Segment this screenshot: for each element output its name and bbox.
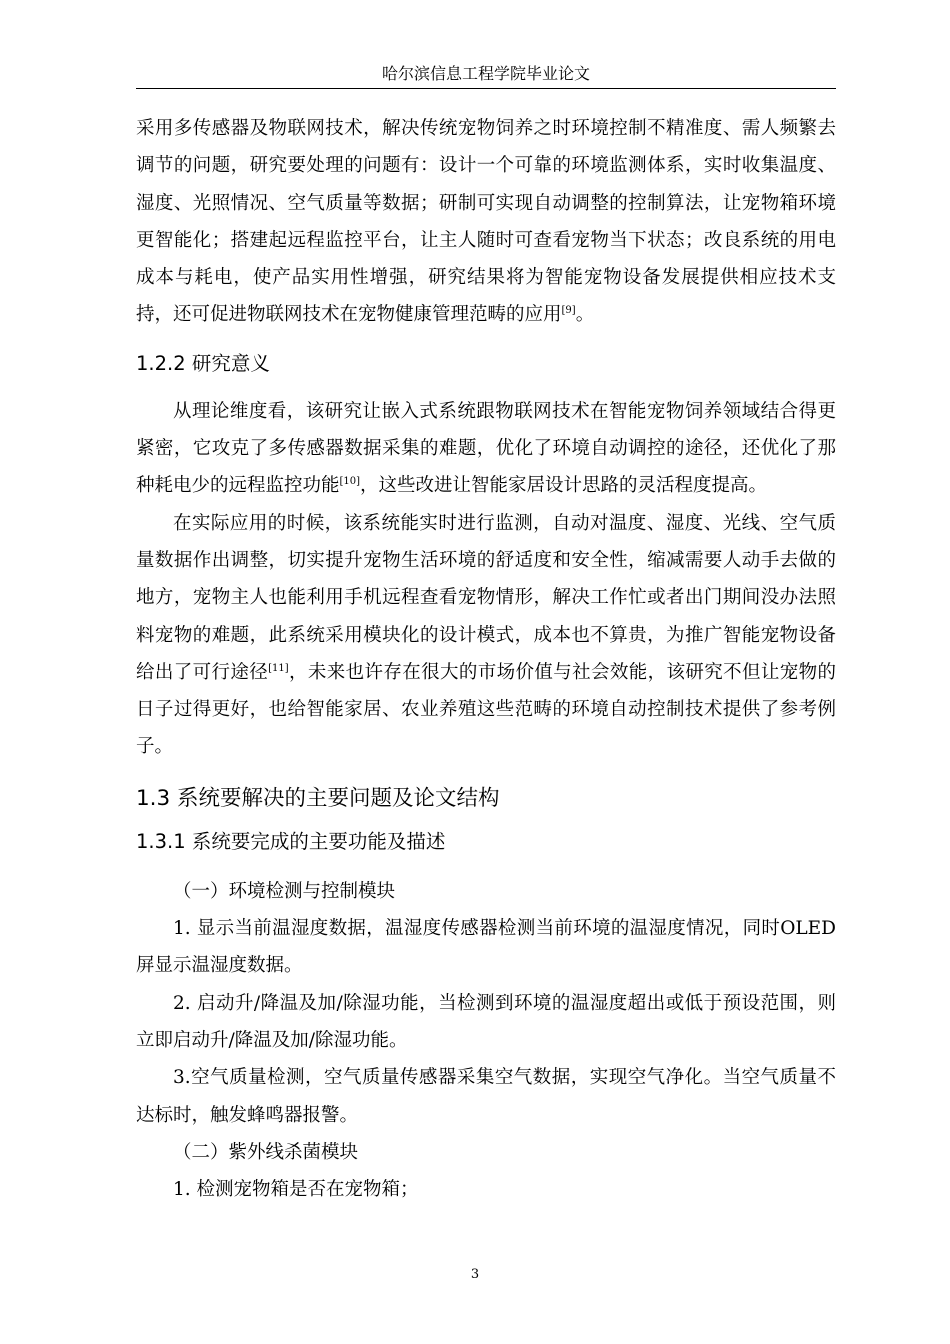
module-2-title: （二）紫外线杀菌模块 xyxy=(173,1141,359,1163)
page-body xyxy=(136,110,836,1208)
paragraph-text: 在实际应用的时候，该系统能实时进行监测，自动对温度、湿度、光线、空气质量数据作出调整，切实提升宠物生活环境的舒适度和安全性，缩减需要人动手去做的地方，宠物主人也能利用手机远程查看宠物情形，解决工作忙或者出门期间没办法照料宠物的难题，此系统采用模块化的设计模式，成本也不算贵，为推广智能宠物设备给出了可行途径 xyxy=(136,512,836,683)
significance-paragraph-2 xyxy=(136,505,836,766)
module-1-title: （一）环境检测与控制模块 xyxy=(173,880,396,902)
paragraph-text: 从理论维度看，该研究让嵌入式系统跟物联网技术在智能宠物饲养领域结合得更紧密，它攻克了多传感器数据采集的难题，优化了环境自动调控的途径，还优化了那种耗电少的远程监控功能 xyxy=(136,400,836,497)
citation: [10] xyxy=(339,476,361,488)
heading-1-3: 1.3 系统要解决的主要问题及论文结构 xyxy=(136,785,500,811)
intro-text: 采用多传感器及物联网技术，解决传统宠物饲养之时环境控制不精准度、需人频繁去调节的问题，研究要处理的问题有：设计一个可靠的环境监测体系，实时收集温度、湿度、光照情况、空气质量等数据；研制可实现自动调整的控制算法，让宠物箱环境更智能化；搭建起远程监控平台，让主人随时可查看宠物当下状态；改良系统的用电成本与耗电，使产品实用性增强，研究结果将为智能宠物设备发展提供相应技术支持，还可促进物联网技术在宠物健康管理范畴的应用 xyxy=(136,118,836,326)
significance-paragraph-1 xyxy=(136,393,836,505)
citation: [9] xyxy=(561,305,576,317)
page-number: 3 xyxy=(470,1267,480,1282)
paragraph-end: ，这些改进让智能家居设计思路的灵活程度提高。 xyxy=(360,475,768,497)
header-rule xyxy=(136,88,836,89)
citation: [11] xyxy=(268,662,289,674)
heading-1-3-1: 1.3.1 系统要完成的主要功能及描述 xyxy=(136,829,446,853)
module-1-item-2: 2. 启动升/降温及加/除湿功能，当检测到环境的温湿度超出或低于预设范围，则立即启动升/降温及加/除湿功能。 xyxy=(136,992,836,1051)
intro-paragraph xyxy=(136,110,836,334)
module-2-item-1: 1. 检测宠物箱是否在宠物箱； xyxy=(173,1179,419,1201)
paragraph-end: ，未来也许存在很大的市场价值与社会效能，该研究不但让宠物的日子过得更好，也给智能家居、农业养殖这些范畴的环境自动控制技术提供了参考例子。 xyxy=(136,661,836,758)
module-1-item-3: 3.空气质量检测，空气质量传感器采集空气数据，实现空气净化。当空气质量不达标时，触发蜂鸣器报警。 xyxy=(136,1067,836,1126)
heading-1-2-2: 1.2.2 研究意义 xyxy=(136,351,270,375)
module-1-item-1: 1. 显示当前温湿度数据，温湿度传感器检测当前环境的温湿度情况，同时OLED屏显示温湿度数据。 xyxy=(136,918,836,977)
running-header: 哈尔滨信息工程学院毕业论文 xyxy=(381,64,590,83)
intro-end: 。 xyxy=(575,304,595,326)
